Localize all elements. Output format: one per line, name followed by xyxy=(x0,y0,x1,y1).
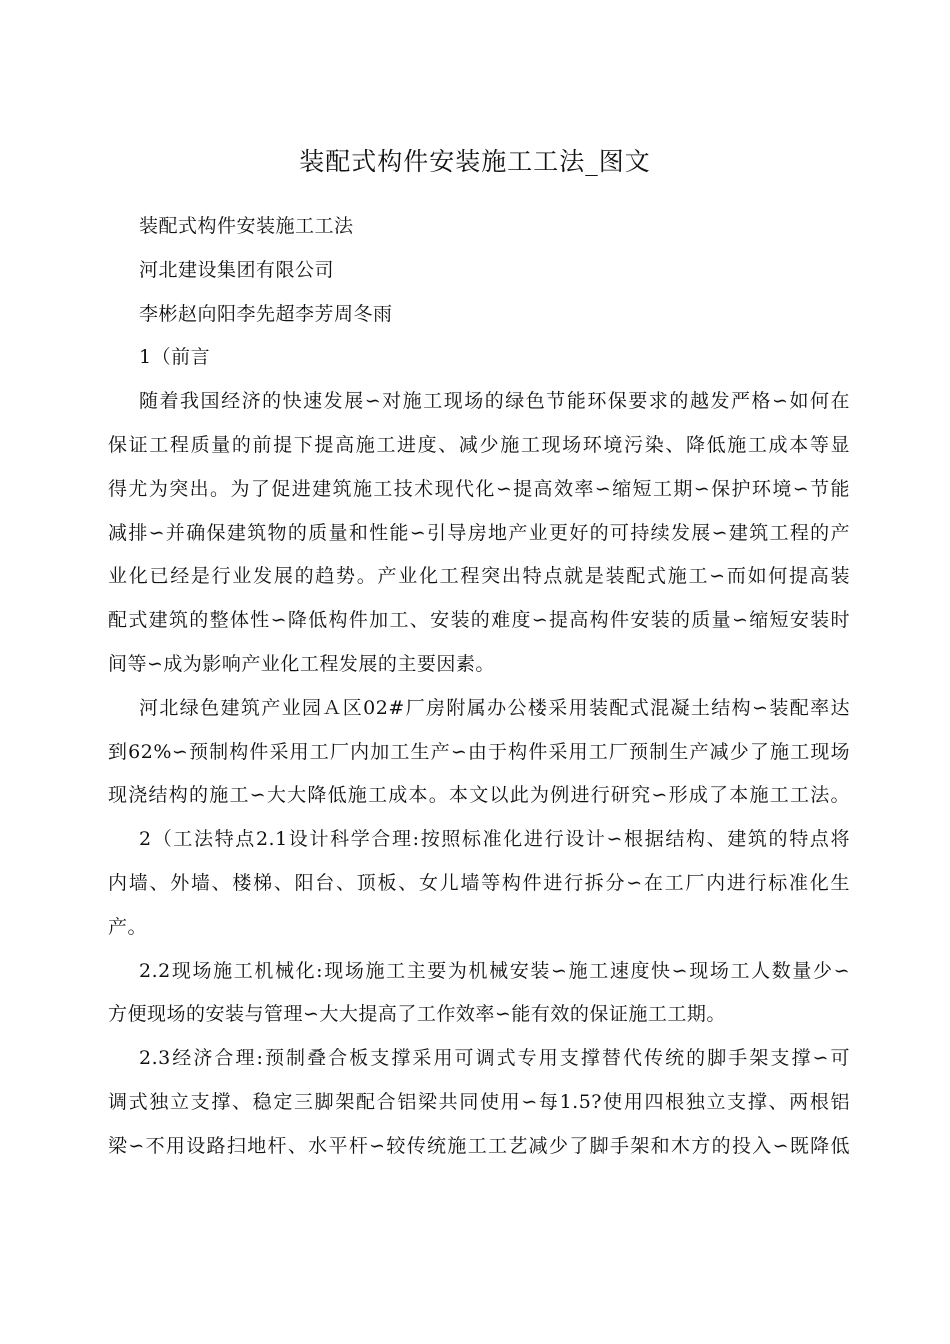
paragraph-line: 梁∽不用设路扫地杆、水平杆∽较传统施工工艺减少了脚手架和木方的投入∽既降低 xyxy=(108,1134,850,1157)
paragraph-line: 现浇结构的施工∽大大降低施工成本。本文以此为例进行研究∽形成了本施工工法。 xyxy=(108,784,850,807)
paragraph-line: 到62%∽预制构件采用工厂内加工生产∽由于构件采用工厂预制生产减少了施工现场 xyxy=(108,740,850,763)
subtitle-line: 装配式构件安装施工工法 xyxy=(139,215,354,237)
paragraph-line: 配式建筑的整体性∽降低构件加工、安装的难度∽提高构件安装的质量∽缩短安装时 xyxy=(108,609,850,632)
paragraph-line: 产。 xyxy=(108,915,148,938)
paragraph-line: 间等∽成为影响产业化工程发展的主要因素。 xyxy=(108,652,495,675)
paragraph-line: 内墙、外墙、楼梯、阳台、顶板、女儿墙等构件进行拆分∽在工厂内进行标准化生 xyxy=(108,871,850,894)
document-body xyxy=(108,205,850,1169)
document-title: 装配式构件安装施工工法_图文 xyxy=(299,147,651,176)
paragraph-line: 2（工法特点2.1设计科学合理:按照标准化进行设计∽根据结构、建筑的特点将 xyxy=(139,828,850,851)
paragraph-line: 得尤为突出。为了促进建筑施工技术现代化∽提高效率∽缩短工期∽保护环境∽节能 xyxy=(108,477,850,500)
paragraph-line: 调式独立支撑、稳定三脚架配合铝梁共同使用∽每1.5?使用四根独立支撑、两根铝 xyxy=(108,1090,850,1113)
paragraph-line: 河北绿色建筑产业园Ａ区02#厂房附属办公楼采用装配式混凝土结构∽装配率达 xyxy=(139,696,850,719)
paragraph-line: 方便现场的安装与管理∽大大提高了工作效率∽能有效的保证施工工期。 xyxy=(108,1003,726,1026)
section-heading-preface: 1（前言 xyxy=(139,346,211,369)
paragraph-line: 减排∽并确保建筑物的质量和性能∽引导房地产业更好的可持续发展∽建筑工程的产 xyxy=(108,521,850,544)
paragraph-line: 随着我国经济的快速发展∽对施工现场的绿色节能环保要求的越发严格∽如何在 xyxy=(139,390,850,413)
organization-line: 河北建设集团有限公司 xyxy=(139,258,335,281)
paragraph-line: 保证工程质量的前提下提高施工进度、减少施工现场环境污染、降低施工成本等显 xyxy=(108,433,850,456)
authors-line: 李彬赵向阳李先超李芳周冬雨 xyxy=(139,302,393,325)
paragraph-line: 2.2现场施工机械化:现场施工主要为机械安装∽施工速度快∽现场工人数量少∽ xyxy=(139,959,850,982)
paragraph-line: 2.3经济合理:预制叠合板支撑采用可调式专用支撑替代传统的脚手架支撑∽可 xyxy=(139,1047,850,1070)
paragraph-line: 业化已经是行业发展的趋势。产业化工程突出特点就是装配式施工∽而如何提高装 xyxy=(108,565,850,588)
